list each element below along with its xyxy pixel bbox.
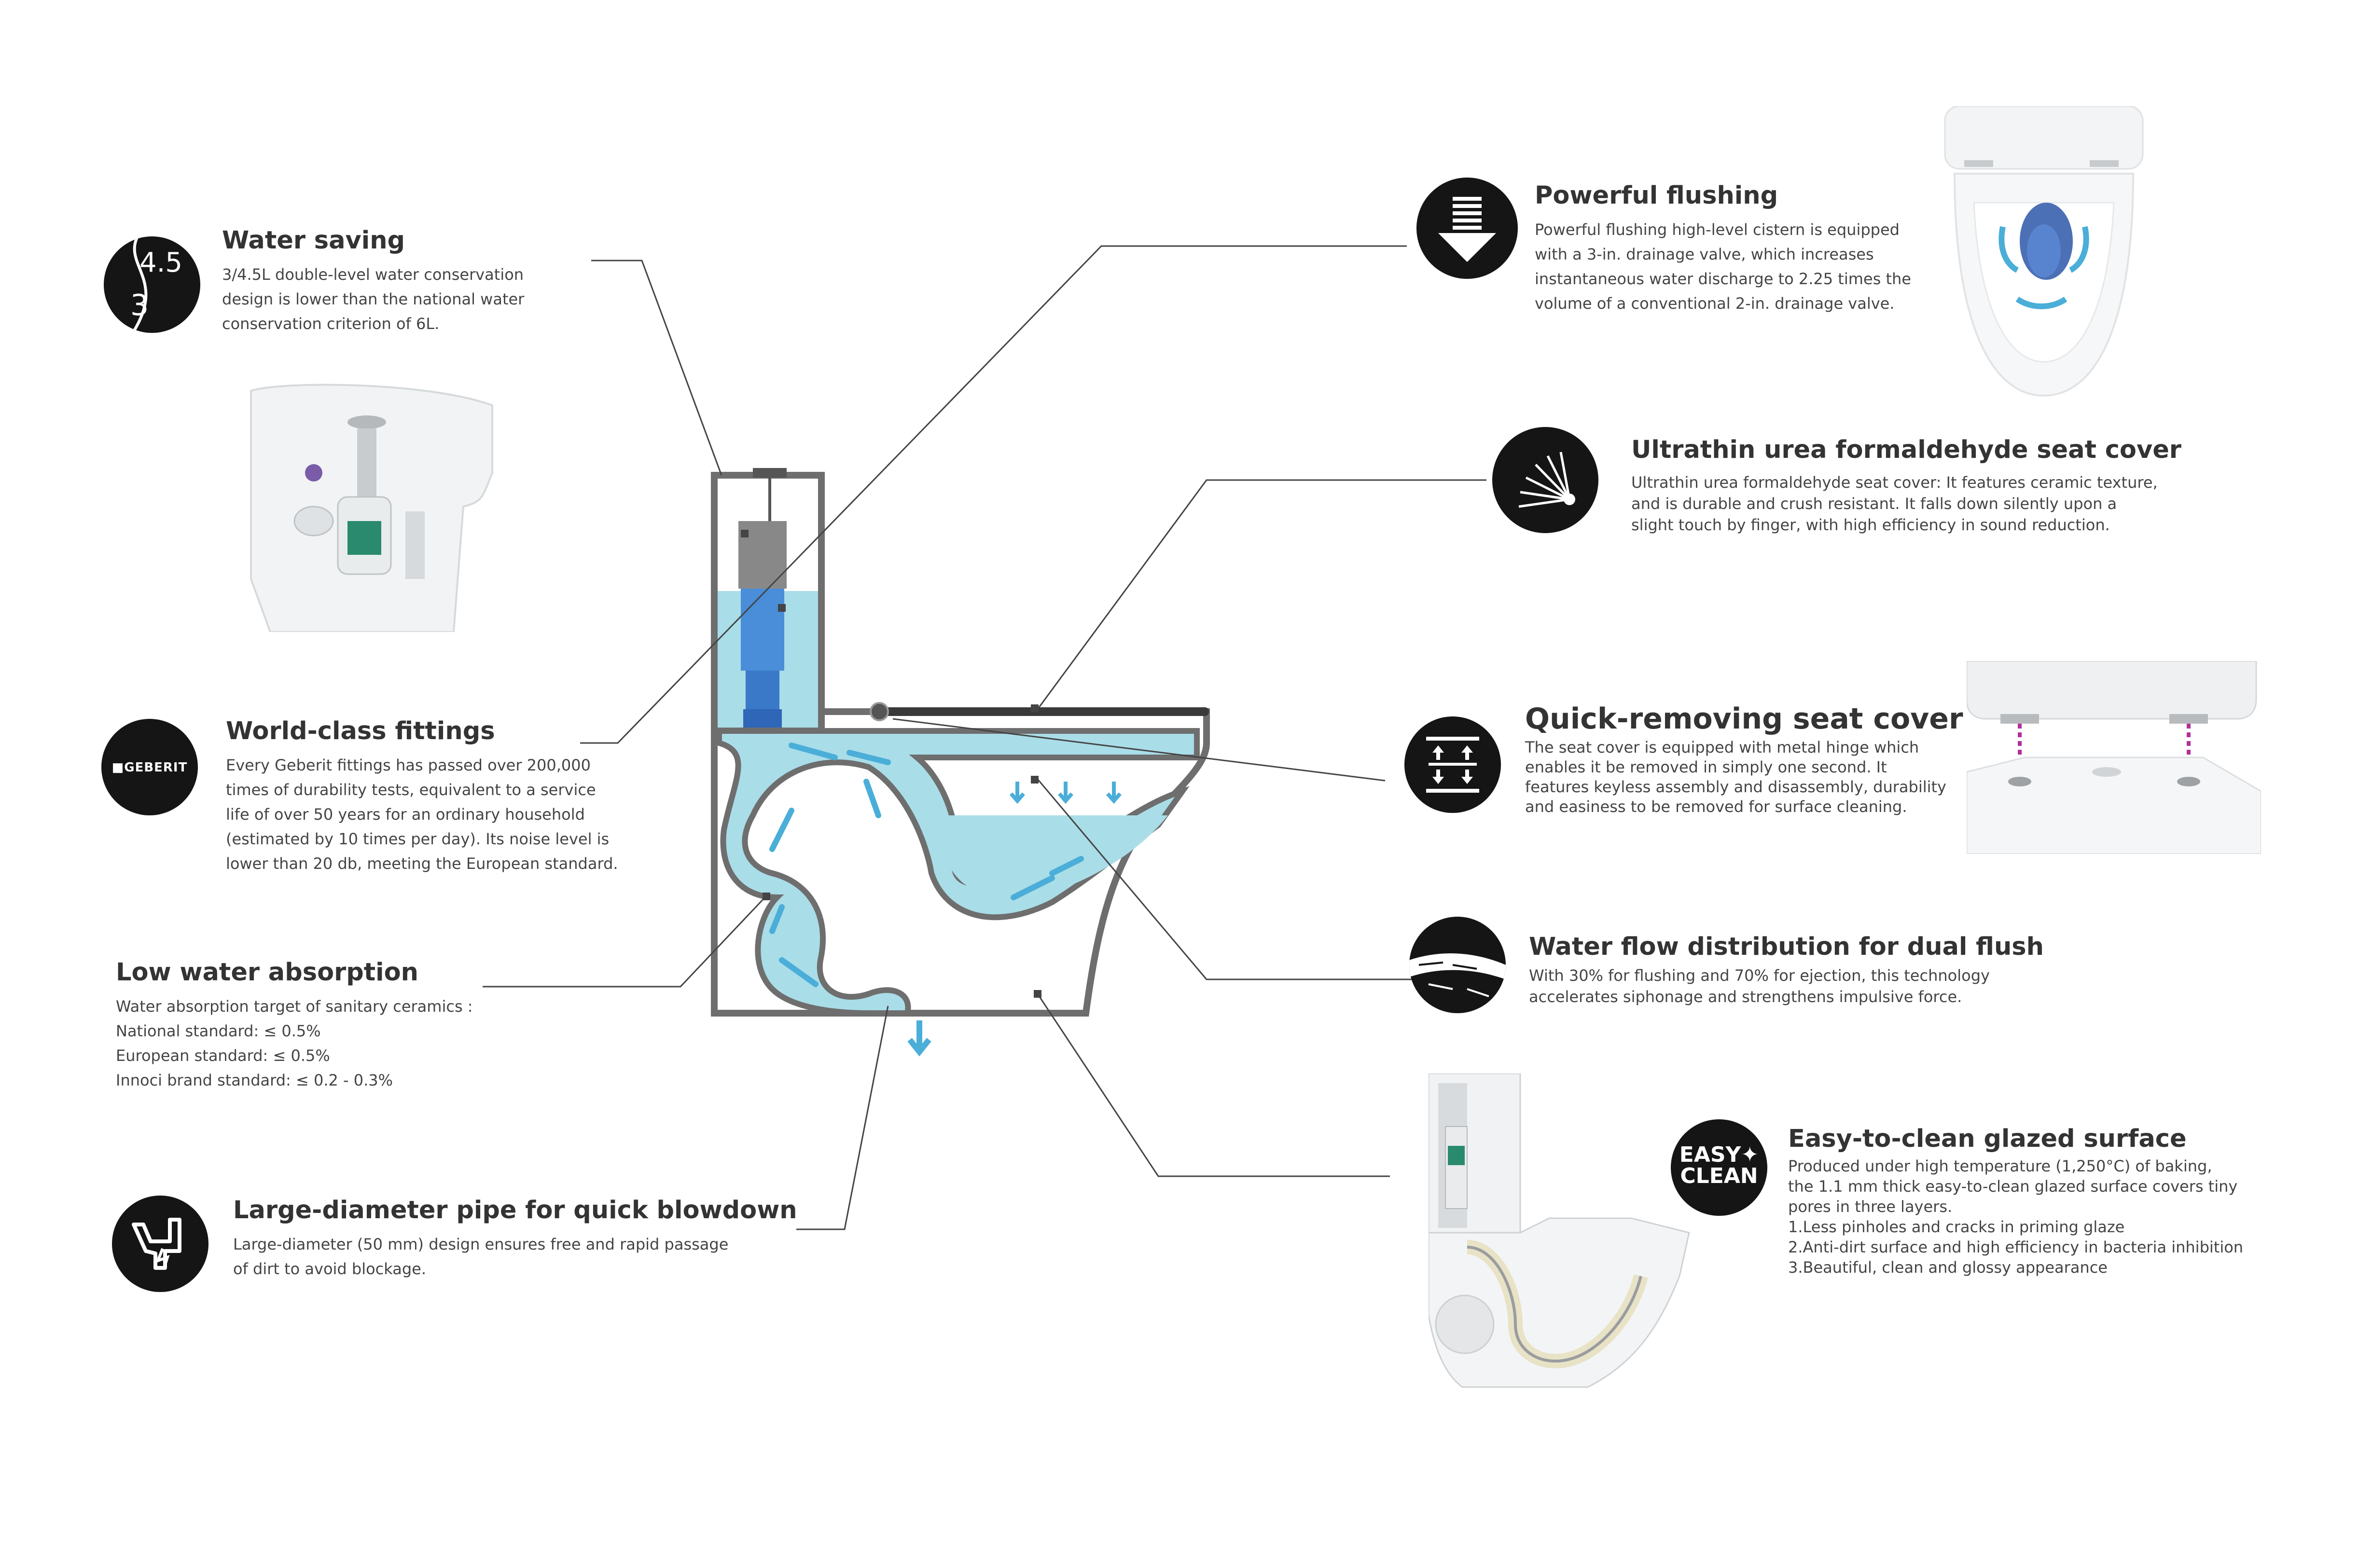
feature-powerful-flushing [1535,181,1930,316]
dual-volume-icon [104,236,200,333]
feature-description: The seat cover is equipped with metal hinge which enables it be removed in simply one second. It features keyless assembly and disassembly, durability and easiness to be removed for surface cleaning. [1525,738,1946,816]
icon-text-large: 4.5 [139,247,183,278]
outlet-arrow [910,1020,929,1052]
feature-title: Ultrathin urea formaldehyde seat cover [1631,436,2181,464]
easy-clean-icon [1671,1119,1767,1216]
feature-title: Large-diameter pipe for quick blowdown [233,1196,797,1224]
down-arrow-icon [1416,178,1518,279]
feature-description: Every Geberit fittings has passed over 200,000 times of durability tests, equivalent to a service life of over 50 years for an ordinary household (estimated by 10 times per day). Its noise level is lower than 20 db, meeting the European standard. [226,756,618,873]
feature-ultrathin-seat [1631,435,2181,536]
geberit-logo-icon [101,719,198,815]
feature-title: Water flow distribution for dual flush [1529,933,2044,961]
pipe-icon [112,1196,208,1292]
geberit-logo-text: ■GEBERIT [111,760,188,775]
feature-quick-removing-seat [1525,702,1963,817]
feature-water-saving [222,226,569,336]
cistern-fitting-photo [222,376,521,632]
easy-clean-icon-text: EASY✦ CLEAN [1679,1142,1759,1188]
feature-title: Low water absorption [116,958,418,987]
flush-button [753,468,787,478]
feature-large-diameter-pipe [233,1196,797,1281]
feature-description: Ultrathin urea formaldehyde seat cover: It features ceramic texture, and is durable and crush resistant. It falls down silently upon a slight touch by finger, with high efficiency in sound reduction. [1631,473,2158,534]
feature-title: World-class fittings [226,717,495,745]
water-flow-icon [1409,917,1506,1013]
feature-title: Quick-removing seat cover [1525,702,1963,736]
quick-release-icon [1404,716,1501,813]
feature-world-class-fittings [226,716,636,876]
feature-description: With 30% for flushing and 70% for ejection, this technology accelerates siphonage and strengthens impulsive force. [1529,966,1990,1006]
bowl-water [931,815,1168,898]
feature-description: Large-diameter (50 mm) design ensures free and rapid passage of dirt to avoid blockage. [233,1235,729,1278]
feature-description: Powerful flushing high-level cistern is equipped with a 3-in. drainage valve, which increases instantaneous water discharge to 2.25 times the volume of a conventional 2-in. drainage valve. [1535,220,1911,313]
cutaway-toilet-photo [1429,1073,1704,1397]
feature-description: Water absorption target of sanitary ceramics : National standard: ≤ 0.5% European standard: ≤ 0.5% Innoci brand standard: ≤ 0.2 - 0.3% [116,997,473,1089]
feature-description: Produced under high temperature (1,250°C) of baking, the 1.1 mm thick easy-to-clean glazed surface covers tiny pores in three layers. 1.Less pinholes and cracks in priming glaze 2.Anti-dirt surface and high efficiency in bacteria inhibition 3.Beautiful, clean and glossy appearance [1788,1157,2244,1277]
feature-low-water-absorption [116,958,483,1093]
feature-title: Water saving [222,226,405,255]
feature-title: Easy-to-clean glazed surface [1788,1125,2187,1153]
valve-body [741,589,784,671]
seat-hinge [871,703,888,720]
seat-hinge-photo [1967,661,2261,854]
icon-text-small: 3 [130,289,149,322]
feature-easy-clean [1788,1124,2295,1278]
feature-description: 3/4.5L double-level water conservation design is lower than the national water conservation criterion of 6L. [222,265,525,333]
feature-title: Powerful flushing [1535,181,1778,210]
bowl-flushing-photo [1935,106,2152,405]
soft-close-icon [1492,427,1598,533]
feature-water-flow [1529,932,2044,1007]
seat-lid [871,707,1209,716]
